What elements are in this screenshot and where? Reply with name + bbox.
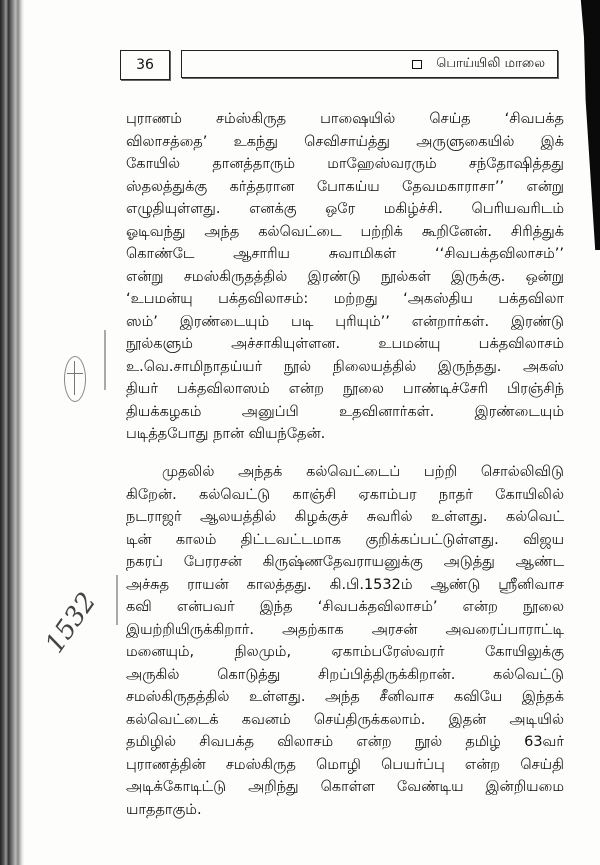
- text-line: புராணத்தின் சமஸ்கிருத மொழி பெயர்ப்பு என்ற செய்தி: [126, 756, 564, 773]
- text-line: நூல்களும் அச்சாகியுள்ளன. உபமன்யு பக்தவிலாசம்: [126, 336, 564, 352]
- text-line: ‘உபமன்யு பக்தவிலாசம்: மற்றது ‘அகஸ்திய பக்தவிலா: [126, 291, 564, 307]
- text-line: தமிழில் சிவபக்த விலாசம் என்ற நூல் தமிழ் 63வர்: [126, 734, 564, 750]
- paragraph-1: [126, 108, 564, 446]
- running-header-box: [181, 50, 558, 78]
- handwritten-margin-note: 1532: [39, 587, 103, 659]
- scan-margin-artifact: [104, 330, 106, 390]
- text-line: ஸ்தலத்துக்கு கர்த்தரான போகய்ய தேவமகாராசா’’ என்று: [126, 178, 564, 195]
- scan-margin-artifact: [116, 575, 118, 625]
- text-line: தியக்கழகம் அனுப்பி உதவினார்கள். இரண்டையும்: [126, 403, 564, 420]
- page-number-box: [120, 50, 170, 80]
- handwritten-circled-cross-mark: [64, 356, 86, 402]
- text-line: ஓடிவந்து அந்த கல்வெட்டை பற்றிக் கூறினேன். சிரித்துக்: [126, 223, 564, 240]
- page-number: 36: [136, 57, 154, 73]
- text-line: தியர் பக்தவிலாஸம் என்ற நூலை பாண்டிச்சேரி பிரஞ்சிந்: [126, 381, 564, 397]
- text-line: முதலில் அந்தக் கல்வெட்டைப் பற்றி சொல்லிவிடு: [162, 464, 564, 480]
- text-line: அடிக்கோடிட்டு அறிந்து கொள்ள வேண்டிய இன்றியமை: [126, 779, 564, 795]
- text-line: கவி என்பவர் இந்த ‘சிவபக்தவிலாசம்’ என்ற நூலை: [126, 599, 564, 615]
- text-line: சமஸ்கிருதத்தில் உள்ளது. அந்த சீனிவாச கவியே இந்தக்: [126, 689, 564, 705]
- text-line: கோயில் தானத்தாரும் மாஹேஸ்வரரும் சந்தோஷித்தது: [126, 156, 564, 172]
- text-line: உ.வெ.சாமிநாதய்யர் நூல் நிலையத்தில் இருந்தது. அகஸ்: [126, 358, 564, 375]
- text-line: கொண்டே ஆசாரிய சுவாமிகள் ‘‘சிவபக்தவிலாசம்’’: [126, 246, 564, 262]
- text-line: மனையும், நிலமும், ஏகாம்பரேஸ்வரர் கோயிலுக்கு: [126, 644, 564, 660]
- text-line: என்று சமஸ்கிருதத்தில் இரண்டு நூல்கள் இருக்கு. ஒன்று: [126, 268, 564, 285]
- text-line: விலாசத்தை’ உகந்து செவிசாய்த்து அருளுகையில் இக்: [126, 133, 564, 150]
- scan-left-edge-shadow: [0, 0, 24, 865]
- scan-right-edge-shadow: [568, 0, 600, 250]
- text-line: அருகில் கொடுத்து சிறப்பித்திருக்கிறான். கல்வெட்டு: [126, 666, 564, 683]
- text-line: படித்தபோது நான் வியந்தேன்.: [126, 426, 326, 442]
- text-line: இயற்றியிருக்கிறார். அதற்காக அரசன் அவரைப்பாராட்டி: [126, 621, 564, 638]
- text-line: நடராஜர் ஆலயத்தில் கிழக்குச் சுவரில் உள்ளது. கல்வெட்: [126, 509, 564, 525]
- text-line: அச்சுத ராயன் காலத்தது. கி.பி.1532ம் ஆண்டு ஸ்ரீனிவாச: [126, 576, 564, 593]
- text-line: புராணம் சம்ஸ்கிருத பாஷையில் செய்த ‘சிவபக்த: [126, 111, 564, 127]
- text-line: நகரப் பேரரசன் கிருஷ்ணதேவராயனுக்கு அடுத்து ஆண்ட: [126, 554, 564, 570]
- text-line: எழுதியுள்ளது. எனக்கு ஒரே மகிழ்ச்சி. பெரியவரிடம்: [126, 201, 564, 217]
- text-line: யாததாகும்.: [126, 801, 202, 818]
- text-line: ஸம்’ இரண்டையும் படி புரியும்’’ என்றார்கள். இரண்டு: [126, 313, 564, 330]
- text-line: கல்வெட்டைக் கவனம் செய்திருக்கலாம். இதன் அடியில்: [126, 711, 564, 728]
- running-title: பொய்யிலி மாலை: [436, 56, 545, 71]
- paragraph-2: [126, 461, 564, 821]
- square-bullet-icon: [412, 60, 422, 69]
- text-line: டின் காலம் திட்டவட்டமாக குறிக்கப்பட்டுள்ளது. விஜய: [126, 531, 564, 548]
- text-line: கிறேன். கல்வெட்டு காஞ்சி ஏகாம்பர நாதர் கோயிலில்: [126, 486, 564, 503]
